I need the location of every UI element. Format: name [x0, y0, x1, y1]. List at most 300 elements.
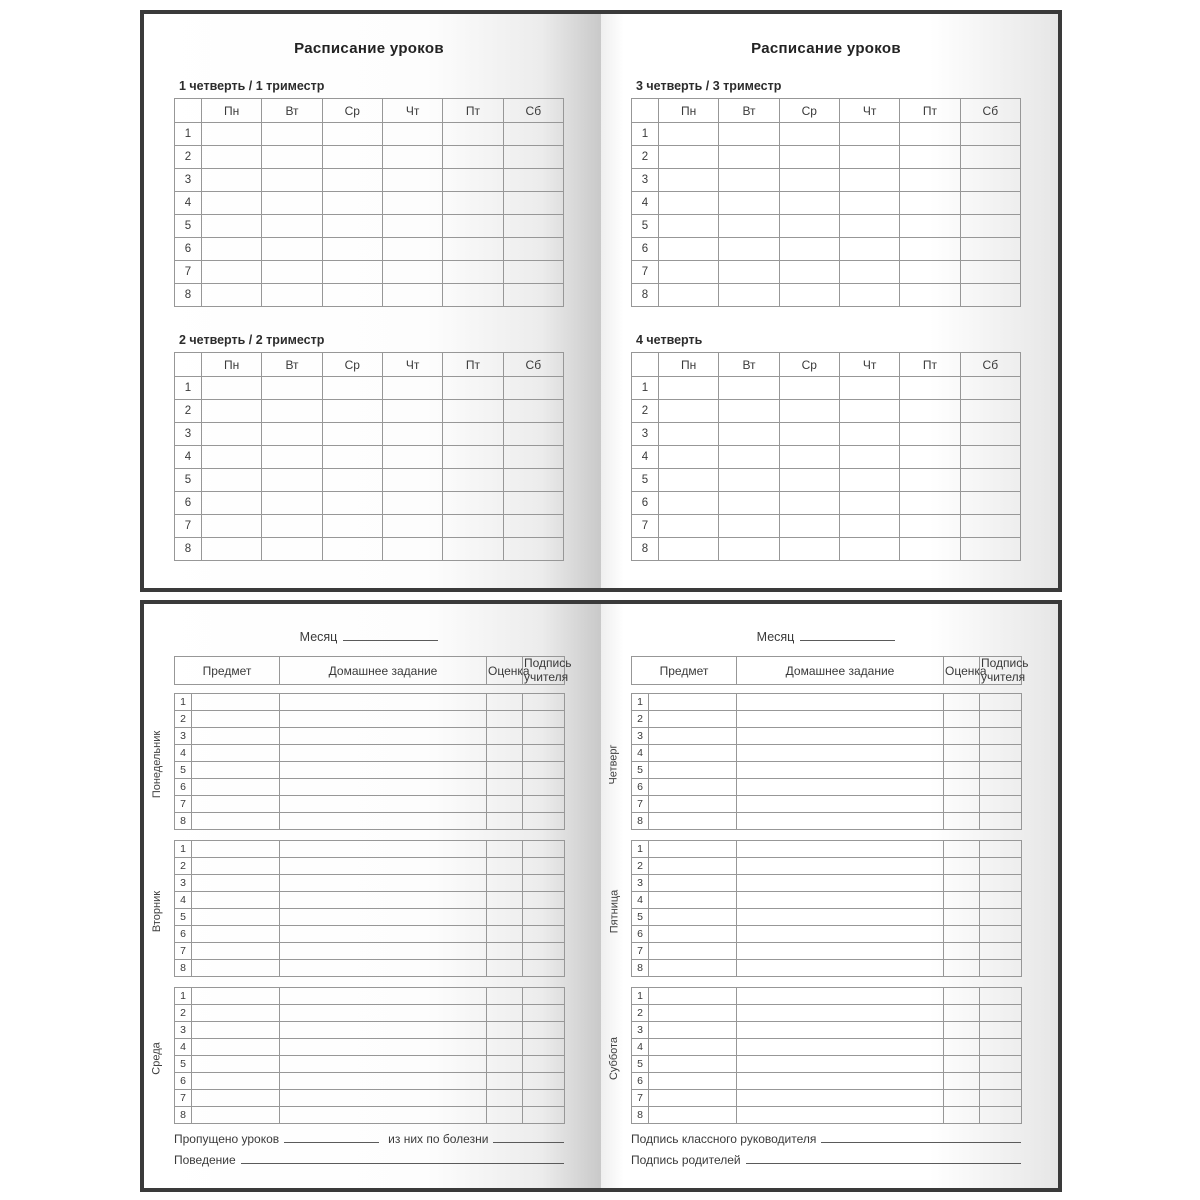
- empty-schedule-cell: [443, 215, 503, 238]
- subject-cell: [192, 1090, 280, 1107]
- grade-cell: [487, 926, 523, 943]
- lesson-number-cell: 6: [175, 779, 192, 796]
- empty-schedule-cell: [960, 284, 1020, 307]
- empty-schedule-cell: [779, 492, 839, 515]
- grade-cell: [487, 796, 523, 813]
- signature-cell: [980, 1107, 1022, 1124]
- empty-schedule-cell: [960, 169, 1020, 192]
- empty-schedule-cell: [443, 377, 503, 400]
- homework-cell: [280, 1073, 487, 1090]
- lesson-row: [632, 492, 1021, 515]
- diary-header-row: [175, 657, 565, 685]
- day-header-cell: Ср: [779, 99, 839, 123]
- subject-cell: [649, 1090, 737, 1107]
- diary-row: [175, 1022, 565, 1039]
- grade-cell: [944, 960, 980, 977]
- empty-schedule-cell: [839, 238, 899, 261]
- day-label: [603, 693, 625, 830]
- month-label: Месяц: [756, 630, 795, 644]
- quarter-4-label: 4 четверть: [636, 333, 703, 347]
- subject-cell: [192, 1107, 280, 1124]
- subject-cell: [649, 1073, 737, 1090]
- homework-cell: [737, 1090, 944, 1107]
- lesson-number-cell: 7: [175, 515, 202, 538]
- diary-row: [175, 694, 565, 711]
- homework-cell: [280, 694, 487, 711]
- empty-schedule-cell: [960, 238, 1020, 261]
- lesson-number-cell: 3: [175, 169, 202, 192]
- empty-schedule-cell: [382, 123, 442, 146]
- day-header-cell: Сб: [960, 99, 1020, 123]
- subject-cell: [649, 858, 737, 875]
- grade-cell: [944, 745, 980, 762]
- empty-schedule-cell: [202, 284, 262, 307]
- subject-column-header: Предмет: [175, 657, 280, 685]
- diary-row: [175, 858, 565, 875]
- subject-cell: [649, 1107, 737, 1124]
- lesson-number-cell: 8: [632, 538, 659, 561]
- subject-cell: [192, 1039, 280, 1056]
- empty-schedule-cell: [443, 515, 503, 538]
- lesson-number-cell: 1: [632, 123, 659, 146]
- signature-cell: [980, 988, 1022, 1005]
- grade-cell: [944, 875, 980, 892]
- lesson-number-cell: 7: [632, 515, 659, 538]
- page-title: Расписание уроков: [751, 40, 901, 57]
- lesson-row: [632, 377, 1021, 400]
- diary-columns-header-table: [631, 656, 1029, 685]
- grade-cell: [944, 694, 980, 711]
- homework-cell: [280, 909, 487, 926]
- empty-schedule-cell: [503, 377, 563, 400]
- empty-schedule-cell: [779, 515, 839, 538]
- lesson-number-cell: 6: [632, 779, 649, 796]
- empty-schedule-cell: [202, 469, 262, 492]
- lesson-number-cell: 3: [632, 728, 649, 745]
- signature-cell: [523, 1090, 565, 1107]
- diary-page-left-content: [151, 604, 572, 1167]
- empty-schedule-cell: [900, 538, 960, 561]
- empty-schedule-cell: [900, 169, 960, 192]
- empty-schedule-cell: [960, 446, 1020, 469]
- homework-cell: [737, 1056, 944, 1073]
- lesson-number-cell: 3: [632, 1022, 649, 1039]
- empty-schedule-cell: [779, 215, 839, 238]
- month-row: [174, 630, 564, 644]
- empty-schedule-cell: [960, 538, 1020, 561]
- day-header-row: [632, 99, 1021, 123]
- lesson-row: [175, 284, 564, 307]
- subject-cell: [649, 813, 737, 830]
- empty-schedule-cell: [262, 423, 322, 446]
- quarter-2-schedule-table: [174, 352, 564, 561]
- subject-cell: [649, 943, 737, 960]
- subject-cell: [649, 926, 737, 943]
- behavior-blank-line: [241, 1163, 564, 1164]
- diary-row: [175, 988, 565, 1005]
- homework-cell: [737, 762, 944, 779]
- empty-schedule-cell: [719, 238, 779, 261]
- empty-schedule-cell: [202, 261, 262, 284]
- empty-schedule-cell: [839, 123, 899, 146]
- empty-schedule-cell: [262, 538, 322, 561]
- homework-cell: [737, 745, 944, 762]
- diary-row: [632, 892, 1022, 909]
- day-header-cell: Чт: [382, 353, 442, 377]
- empty-schedule-cell: [382, 146, 442, 169]
- diary-row: [175, 1090, 565, 1107]
- empty-schedule-cell: [202, 169, 262, 192]
- subject-cell: [192, 858, 280, 875]
- signature-cell: [980, 762, 1022, 779]
- homework-cell: [280, 960, 487, 977]
- empty-schedule-cell: [443, 123, 503, 146]
- subject-cell: [649, 711, 737, 728]
- month-blank-line: [800, 640, 895, 641]
- diary-row: [632, 1039, 1022, 1056]
- grade-cell: [487, 1056, 523, 1073]
- day-header-cell: Пт: [443, 353, 503, 377]
- lesson-number-cell: 2: [175, 1005, 192, 1022]
- lesson-row: [632, 538, 1021, 561]
- empty-schedule-cell: [382, 515, 442, 538]
- subject-cell: [649, 875, 737, 892]
- empty-schedule-cell: [322, 215, 382, 238]
- signature-cell: [523, 1022, 565, 1039]
- lesson-row: [175, 492, 564, 515]
- grade-cell: [944, 1090, 980, 1107]
- lesson-number-cell: 3: [632, 423, 659, 446]
- wednesday-block: [151, 987, 564, 1124]
- lesson-number-cell: 6: [632, 926, 649, 943]
- homework-cell: [280, 1090, 487, 1107]
- empty-schedule-cell: [960, 192, 1020, 215]
- day-header-row: [632, 353, 1021, 377]
- empty-schedule-cell: [839, 215, 899, 238]
- lesson-row: [632, 446, 1021, 469]
- empty-schedule-cell: [960, 515, 1020, 538]
- grade-cell: [944, 1056, 980, 1073]
- empty-schedule-cell: [900, 469, 960, 492]
- empty-schedule-cell: [900, 146, 960, 169]
- lesson-number-cell: 8: [632, 960, 649, 977]
- corner-cell: [175, 353, 202, 377]
- empty-schedule-cell: [719, 492, 779, 515]
- diary-page-right: [601, 604, 1058, 1188]
- empty-schedule-cell: [659, 446, 719, 469]
- grade-cell: [944, 796, 980, 813]
- empty-schedule-cell: [202, 538, 262, 561]
- lesson-number-cell: 2: [632, 711, 649, 728]
- lesson-number-cell: 4: [175, 446, 202, 469]
- empty-schedule-cell: [900, 492, 960, 515]
- empty-schedule-cell: [322, 169, 382, 192]
- homework-cell: [737, 909, 944, 926]
- diary-row: [632, 1022, 1022, 1039]
- signature-cell: [980, 1056, 1022, 1073]
- empty-schedule-cell: [839, 469, 899, 492]
- lesson-row: [632, 123, 1021, 146]
- lesson-row: [175, 192, 564, 215]
- grade-cell: [944, 1022, 980, 1039]
- subject-cell: [649, 841, 737, 858]
- empty-schedule-cell: [900, 192, 960, 215]
- empty-schedule-cell: [719, 515, 779, 538]
- signature-cell: [523, 1039, 565, 1056]
- empty-schedule-cell: [960, 469, 1020, 492]
- homework-cell: [737, 858, 944, 875]
- schedule-page-right-content: [631, 14, 1021, 561]
- lesson-number-cell: 8: [175, 960, 192, 977]
- signature-cell: [980, 943, 1022, 960]
- empty-schedule-cell: [659, 538, 719, 561]
- lesson-number-cell: 2: [175, 711, 192, 728]
- subject-cell: [192, 841, 280, 858]
- quarter-3-schedule-table: [631, 98, 1021, 307]
- day-label: [603, 840, 625, 977]
- diary-footer-left: [174, 1132, 564, 1167]
- lesson-number-cell: 8: [632, 284, 659, 307]
- lesson-number-cell: 1: [175, 123, 202, 146]
- signature-cell: [523, 926, 565, 943]
- empty-schedule-cell: [262, 284, 322, 307]
- day-label: [603, 987, 625, 1124]
- lesson-row: [632, 469, 1021, 492]
- behavior-label: Поведение: [174, 1153, 236, 1167]
- lesson-number-cell: 2: [632, 146, 659, 169]
- schedule-page-right: [601, 14, 1058, 588]
- subject-cell: [192, 796, 280, 813]
- signature-cell: [523, 858, 565, 875]
- day-header-cell: Пт: [900, 99, 960, 123]
- grade-cell: [487, 1090, 523, 1107]
- quarter-4-schedule-table: [631, 352, 1021, 561]
- empty-schedule-cell: [839, 446, 899, 469]
- teacher-signature-column-header: Подпись учителя: [524, 656, 572, 684]
- grade-cell: [487, 841, 523, 858]
- diary-row: [632, 762, 1022, 779]
- subject-cell: [192, 926, 280, 943]
- subject-cell: [649, 1022, 737, 1039]
- day-header-cell: Пн: [659, 99, 719, 123]
- diary-row: [175, 813, 565, 830]
- subject-cell: [649, 1039, 737, 1056]
- diary-row: [175, 1005, 565, 1022]
- empty-schedule-cell: [839, 400, 899, 423]
- lesson-row: [175, 146, 564, 169]
- empty-schedule-cell: [659, 492, 719, 515]
- signature-cell: [523, 841, 565, 858]
- signature-cell: [523, 943, 565, 960]
- empty-schedule-cell: [382, 238, 442, 261]
- empty-schedule-cell: [719, 446, 779, 469]
- empty-schedule-cell: [262, 515, 322, 538]
- subject-cell: [192, 779, 280, 796]
- empty-schedule-cell: [503, 446, 563, 469]
- homework-cell: [280, 1022, 487, 1039]
- empty-schedule-cell: [779, 284, 839, 307]
- lesson-number-cell: 6: [632, 492, 659, 515]
- lesson-row: [632, 284, 1021, 307]
- empty-schedule-cell: [443, 423, 503, 446]
- empty-schedule-cell: [382, 261, 442, 284]
- subject-cell: [649, 988, 737, 1005]
- diary-row: [175, 943, 565, 960]
- empty-schedule-cell: [719, 192, 779, 215]
- empty-schedule-cell: [322, 515, 382, 538]
- empty-schedule-cell: [322, 284, 382, 307]
- empty-schedule-cell: [659, 377, 719, 400]
- subject-cell: [192, 1073, 280, 1090]
- diary-day-table: [174, 987, 565, 1124]
- grade-cell: [944, 779, 980, 796]
- empty-schedule-cell: [719, 423, 779, 446]
- subject-column-header: Предмет: [632, 657, 737, 685]
- empty-schedule-cell: [443, 169, 503, 192]
- lesson-row: [175, 538, 564, 561]
- lesson-row: [632, 215, 1021, 238]
- page-title: Расписание уроков: [294, 40, 444, 57]
- grade-cell: [944, 988, 980, 1005]
- empty-schedule-cell: [839, 423, 899, 446]
- subject-cell: [192, 711, 280, 728]
- day-name: Пятница: [608, 889, 621, 933]
- diary-day-table: [631, 840, 1022, 977]
- lesson-number-cell: 1: [632, 694, 649, 711]
- subject-cell: [192, 745, 280, 762]
- subject-cell: [649, 960, 737, 977]
- tuesday-block: [151, 840, 564, 977]
- lesson-number-cell: 5: [175, 469, 202, 492]
- signature-cell: [523, 875, 565, 892]
- grade-cell: [944, 1107, 980, 1124]
- empty-schedule-cell: [262, 400, 322, 423]
- homework-cell: [280, 988, 487, 1005]
- lesson-number-cell: 1: [632, 841, 649, 858]
- grade-cell: [487, 909, 523, 926]
- homework-cell: [280, 779, 487, 796]
- diary-row: [632, 813, 1022, 830]
- grade-cell: [487, 762, 523, 779]
- empty-schedule-cell: [202, 192, 262, 215]
- grade-cell: [487, 813, 523, 830]
- signature-cell: [980, 875, 1022, 892]
- empty-schedule-cell: [659, 215, 719, 238]
- empty-schedule-cell: [719, 284, 779, 307]
- grade-cell: [487, 728, 523, 745]
- empty-schedule-cell: [322, 192, 382, 215]
- signature-cell: [523, 694, 565, 711]
- empty-schedule-cell: [202, 492, 262, 515]
- diary-row: [175, 762, 565, 779]
- empty-schedule-cell: [659, 261, 719, 284]
- empty-schedule-cell: [322, 123, 382, 146]
- lesson-number-cell: 3: [632, 875, 649, 892]
- lesson-number-cell: 1: [175, 377, 202, 400]
- subject-cell: [649, 892, 737, 909]
- empty-schedule-cell: [322, 261, 382, 284]
- signature-cell: [980, 1039, 1022, 1056]
- signature-cell: [980, 694, 1022, 711]
- grade-cell: [487, 745, 523, 762]
- lesson-number-cell: 1: [632, 377, 659, 400]
- signature-cell: [523, 762, 565, 779]
- lesson-row: [632, 515, 1021, 538]
- signature-cell: [980, 1090, 1022, 1107]
- signature-cell: [523, 960, 565, 977]
- lesson-row: [175, 169, 564, 192]
- homework-cell: [280, 1056, 487, 1073]
- day-name: Понедельник: [151, 730, 164, 798]
- diary-row: [632, 858, 1022, 875]
- homework-cell: [737, 1022, 944, 1039]
- empty-schedule-cell: [960, 123, 1020, 146]
- diary-row: [175, 1039, 565, 1056]
- homework-column-header: Домашнее задание: [737, 657, 944, 685]
- lesson-number-cell: 5: [175, 1056, 192, 1073]
- signature-cell: [980, 796, 1022, 813]
- homework-cell: [737, 988, 944, 1005]
- diary-row: [632, 779, 1022, 796]
- empty-schedule-cell: [503, 538, 563, 561]
- grade-column-header: Оценка: [487, 657, 523, 685]
- grade-cell: [944, 762, 980, 779]
- lesson-number-cell: 2: [632, 858, 649, 875]
- empty-schedule-cell: [382, 169, 442, 192]
- day-name: Вторник: [151, 890, 163, 932]
- day-header-cell: Чт: [839, 99, 899, 123]
- diary-day-table: [174, 840, 565, 977]
- empty-schedule-cell: [779, 377, 839, 400]
- lesson-number-cell: 3: [175, 728, 192, 745]
- diary-row: [175, 1073, 565, 1090]
- lesson-number-cell: 4: [632, 745, 649, 762]
- empty-schedule-cell: [960, 146, 1020, 169]
- empty-schedule-cell: [503, 238, 563, 261]
- empty-schedule-cell: [322, 423, 382, 446]
- day-header-cell: Пт: [443, 99, 503, 123]
- lesson-number-cell: 5: [175, 762, 192, 779]
- empty-schedule-cell: [503, 284, 563, 307]
- homework-cell: [280, 841, 487, 858]
- month-blank-line: [343, 640, 438, 641]
- empty-schedule-cell: [262, 261, 322, 284]
- empty-schedule-cell: [382, 538, 442, 561]
- empty-schedule-cell: [659, 400, 719, 423]
- diary-row: [632, 796, 1022, 813]
- empty-schedule-cell: [382, 377, 442, 400]
- subject-cell: [192, 728, 280, 745]
- empty-schedule-cell: [443, 469, 503, 492]
- lesson-row: [175, 446, 564, 469]
- lesson-number-cell: 4: [632, 1039, 649, 1056]
- grade-cell: [944, 858, 980, 875]
- lesson-number-cell: 5: [175, 215, 202, 238]
- grade-cell: [944, 943, 980, 960]
- empty-schedule-cell: [960, 261, 1020, 284]
- empty-schedule-cell: [960, 377, 1020, 400]
- empty-schedule-cell: [839, 169, 899, 192]
- quarter-1-label: 1 четверть / 1 триместр: [179, 79, 325, 93]
- empty-schedule-cell: [322, 492, 382, 515]
- empty-schedule-cell: [719, 169, 779, 192]
- lesson-number-cell: 4: [175, 1039, 192, 1056]
- lesson-number-cell: 5: [632, 469, 659, 492]
- lesson-number-cell: 6: [632, 238, 659, 261]
- empty-schedule-cell: [659, 123, 719, 146]
- empty-schedule-cell: [382, 400, 442, 423]
- empty-schedule-cell: [900, 215, 960, 238]
